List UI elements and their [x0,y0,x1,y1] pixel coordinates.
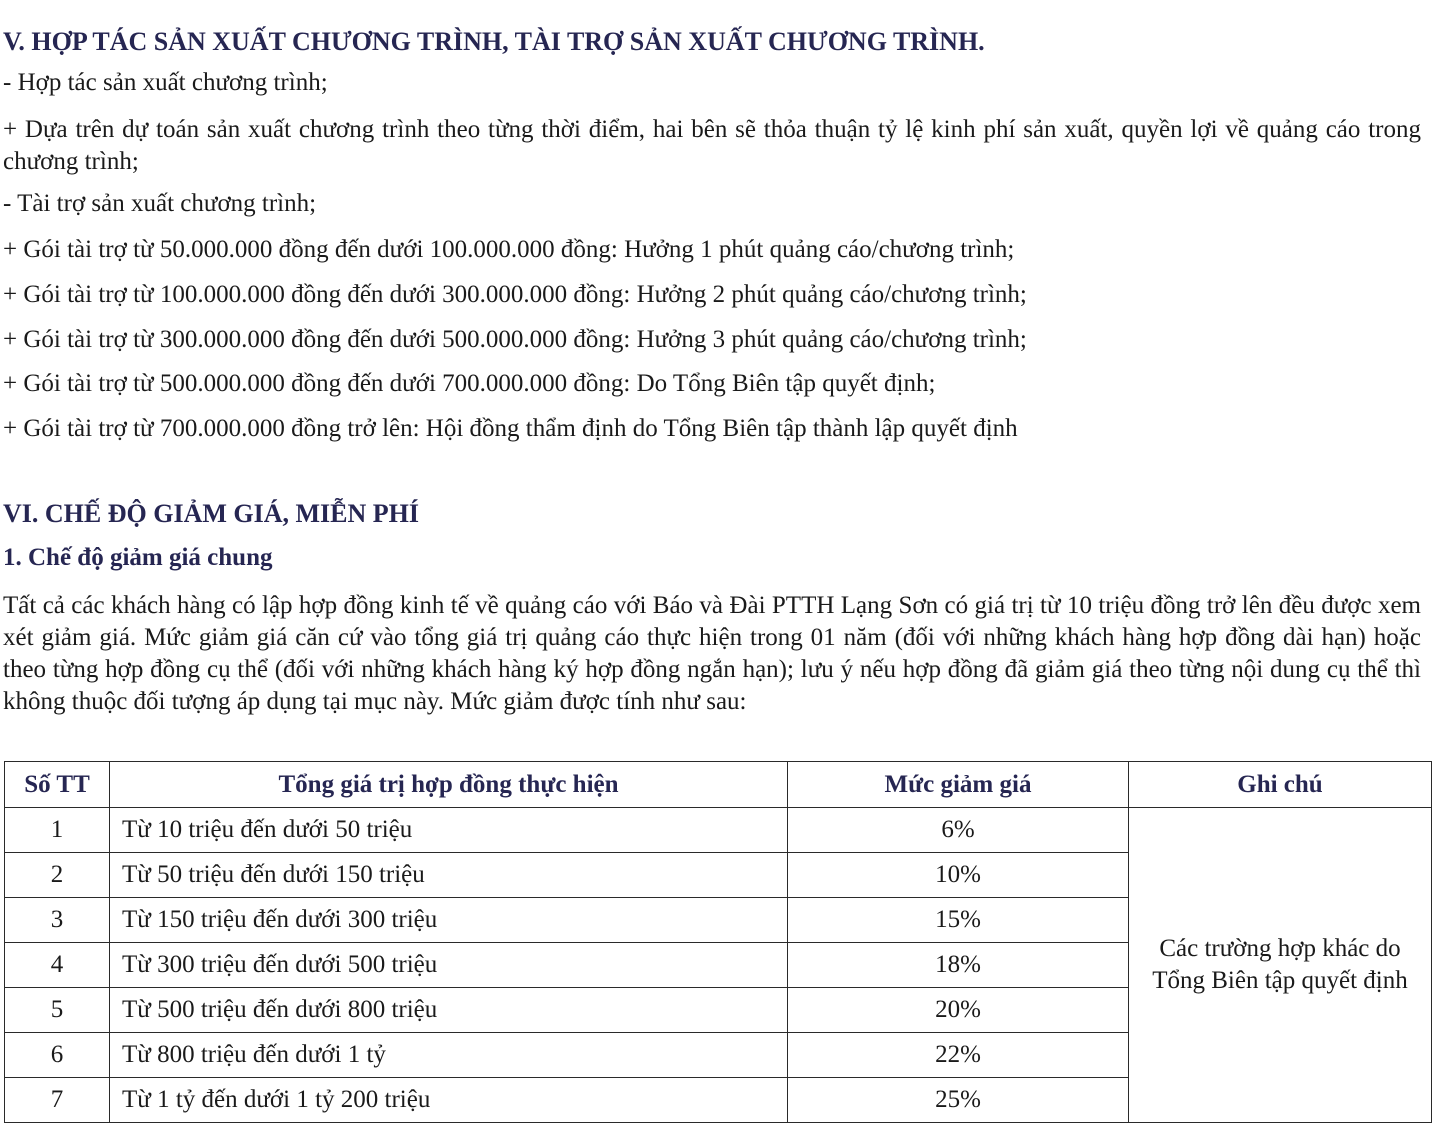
sponsor-package-2: + Gói tài trợ từ 100.000.000 đồng đến dưới 300.000.000 đồng: Hưởng 2 phút quảng cáo/chương trình; [3,281,1027,308]
coop-detail: + Dựa trên dự toán sản xuất chương trình theo từng thời điểm, hai bên sẽ thỏa thuận tỷ lệ kinh phí sản xuất, quyền lợi về quảng cáo trong chương trình; [3,116,1421,175]
section-5-title: V. HỢP TÁC SẢN XUẤT CHƯƠNG TRÌNH, TÀI TRỢ SẢN XUẤT CHƯƠNG TRÌNH. [3,27,985,56]
header-no: Số TT [5,762,110,808]
sponsor-package-3: + Gói tài trợ từ 300.000.000 đồng đến dưới 500.000.000 đồng: Hưởng 3 phút quảng cáo/chương trình; [3,326,1027,353]
row-contract-value: Từ 500 triệu đến dưới 800 triệu [110,988,788,1033]
sponsor-package-1: + Gói tài trợ từ 50.000.000 đồng đến dưới 100.000.000 đồng: Hưởng 1 phút quảng cáo/chương trình; [3,236,1015,263]
header-contract-value: Tổng giá trị hợp đồng thực hiện [110,762,788,808]
row-discount: 6% [788,808,1129,853]
sponsor-package-4: + Gói tài trợ từ 500.000.000 đồng đến dưới 700.000.000 đồng: Do Tổng Biên tập quyết định; [3,370,936,397]
section-6-subtitle: 1. Chế độ giảm giá chung [3,544,273,571]
row-discount: 20% [788,988,1129,1033]
sponsor-package-5: + Gói tài trợ từ 700.000.000 đồng trở lên: Hội đồng thẩm định do Tổng Biên tập thành lập quyết định [3,415,1018,442]
row-note: Các trường hợp khác do Tổng Biên tập quyết định [1129,808,1432,1123]
row-no: 2 [5,853,110,898]
row-no: 5 [5,988,110,1033]
row-discount: 25% [788,1078,1129,1123]
row-no: 7 [5,1078,110,1123]
coop-item: - Hợp tác sản xuất chương trình; [3,69,328,96]
row-discount: 22% [788,1033,1129,1078]
row-contract-value: Từ 800 triệu đến dưới 1 tỷ [110,1033,788,1078]
table-row [5,808,1432,853]
header-note: Ghi chú [1129,762,1432,808]
header-discount: Mức giảm giá [788,762,1129,808]
row-no: 6 [5,1033,110,1078]
sponsor-item: - Tài trợ sản xuất chương trình; [3,190,317,217]
row-contract-value: Từ 300 triệu đến dưới 500 triệu [110,943,788,988]
row-contract-value: Từ 10 triệu đến dưới 50 triệu [110,808,788,853]
table-header-row [5,762,1432,808]
row-contract-value: Từ 50 triệu đến dưới 150 triệu [110,853,788,898]
row-contract-value: Từ 150 triệu đến dưới 300 triệu [110,898,788,943]
row-no: 4 [5,943,110,988]
discount-table [4,761,1432,1123]
row-no: 3 [5,898,110,943]
row-contract-value: Từ 1 tỷ đến dưới 1 tỷ 200 triệu [110,1078,788,1123]
row-discount: 10% [788,853,1129,898]
discount-paragraph: Tất cả các khách hàng có lập hợp đồng kinh tế về quảng cáo với Báo và Đài PTTH Lạng Sơn có giá trị từ 10 triệu đồng trở lên đều được xem xét giảm giá. Mức giảm giá căn cứ vào tổng giá trị quảng cáo thực hiện trong 01 năm (đối với những khách hàng hợp đồng dài hạn) hoặc theo từng hợp đồng cụ thể (đối với những khách hàng ký hợp đồng ngắn hạn); lưu ý nếu hợp đồng đã giảm giá theo từng nội dung cụ thể thì không thuộc đối tượng áp dụng tại mục này. Mức giảm được tính như sau: [3,592,1421,715]
row-discount: 18% [788,943,1129,988]
section-6-title: VI. CHẾ ĐỘ GIẢM GIÁ, MIỄN PHÍ [3,499,420,528]
row-no: 1 [5,808,110,853]
row-discount: 15% [788,898,1129,943]
